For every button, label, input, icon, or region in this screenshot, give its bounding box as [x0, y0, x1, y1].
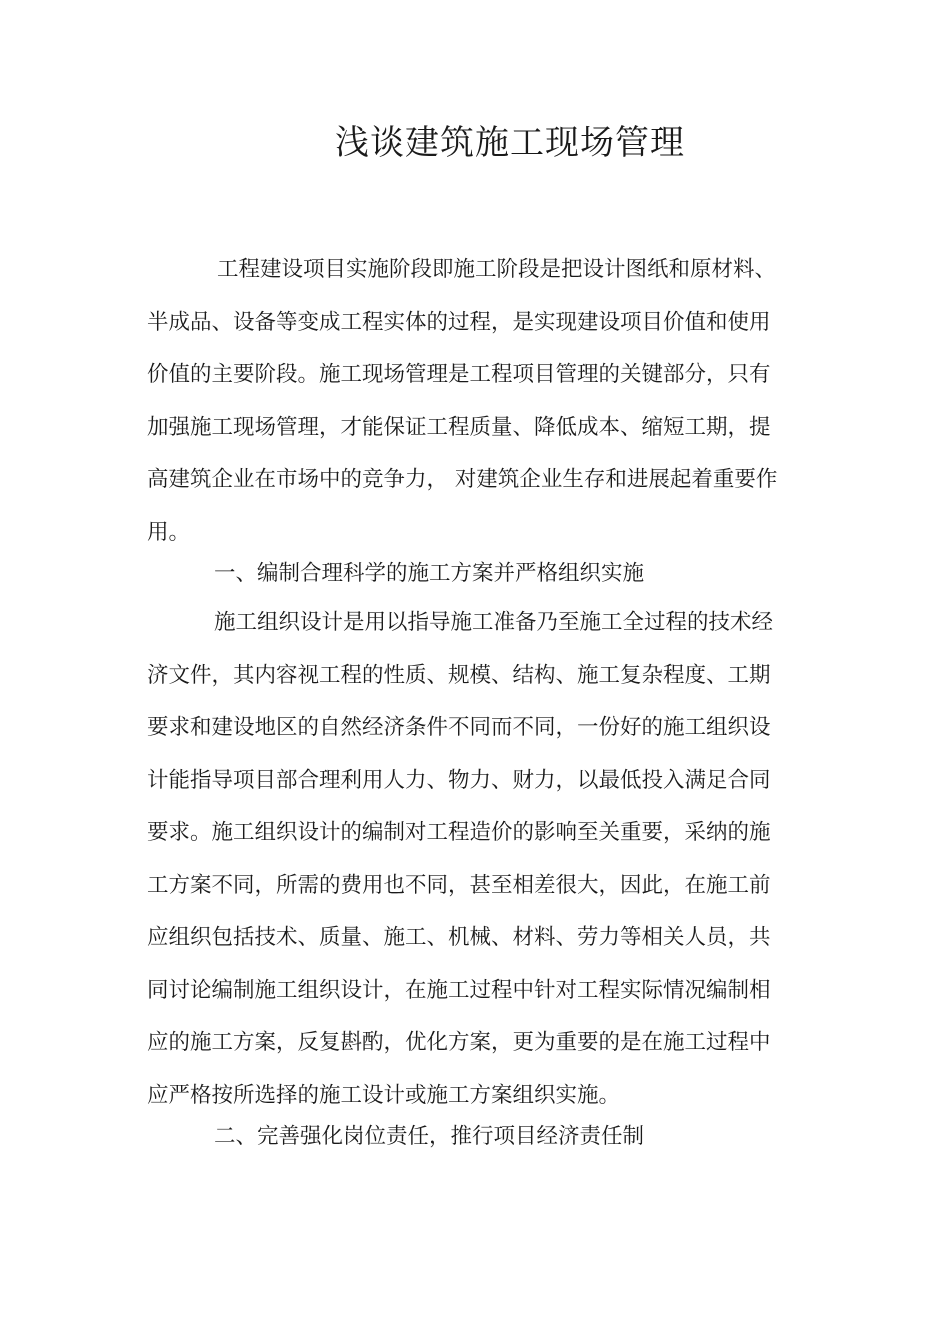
intro-line-2: 半成品、设备等变成工程实体的过程，是实现建设项目价值和使用 — [147, 309, 771, 335]
intro-line-3: 价值的主要阶段。施工现场管理是工程项目管理的关键部分，只有 — [147, 362, 771, 387]
section-1-line-9: 应的施工方案，反复斟酌，优化方案，更为重要的是在施工过程中 — [147, 1030, 771, 1055]
section-1-line-2: 济文件，其内容视工程的性质、规模、结构、施工复杂程度、工期 — [147, 662, 771, 688]
section-1-line-3: 要求和建设地区的自然经济条件不同而不同，一份好的施工组织设 — [147, 715, 771, 740]
section-1-line-10: 应严格按所选择的施工设计或施工方案组织实施。 — [147, 1082, 621, 1108]
section-1-line-4: 计能指导项目部合理利用人力、物力、财力，以最低投入满足合同 — [147, 767, 771, 793]
intro-line-4: 加强施工现场管理，才能保证工程质量、降低成本、缩短工期，提 — [147, 414, 771, 440]
intro-paragraph — [147, 244, 803, 559]
intro-line-5: 高建筑企业在市场中的竞争力， 对建筑企业生存和进展起着重要作 — [147, 467, 778, 492]
section-1-line-1: 施工组织设计是用以指导施工准备乃至施工全过程的技术经 — [214, 610, 774, 635]
section-1-line-6: 工方案不同，所需的费用也不同，甚至相差很大，因此，在施工前 — [147, 872, 771, 898]
intro-line-1: 工程建设项目实施阶段即施工阶段是把设计图纸和原材料、 — [217, 257, 777, 282]
section-1-line-5: 要求。施工组织设计的编制对工程造价的影响至关重要，采纳的施 — [147, 820, 771, 845]
section-1-line-7: 应组织包括技术、质量、施工、机械、材料、劳力等相关人员，共 — [147, 925, 771, 950]
section-1-heading: 一、编制合理科学的施工方案并严格组织实施 — [214, 561, 645, 586]
section-1-line-8: 同讨论编制施工组织设计，在施工过程中针对工程实际情况编制相 — [147, 977, 771, 1003]
document-title: 浅谈建筑施工现场管理 — [335, 123, 685, 163]
intro-line-6: 用。 — [147, 519, 191, 545]
section-2-heading: 二、完善强化岗位责任，推行项目经济责任制 — [214, 1124, 645, 1149]
section-1-paragraph — [147, 597, 803, 1122]
